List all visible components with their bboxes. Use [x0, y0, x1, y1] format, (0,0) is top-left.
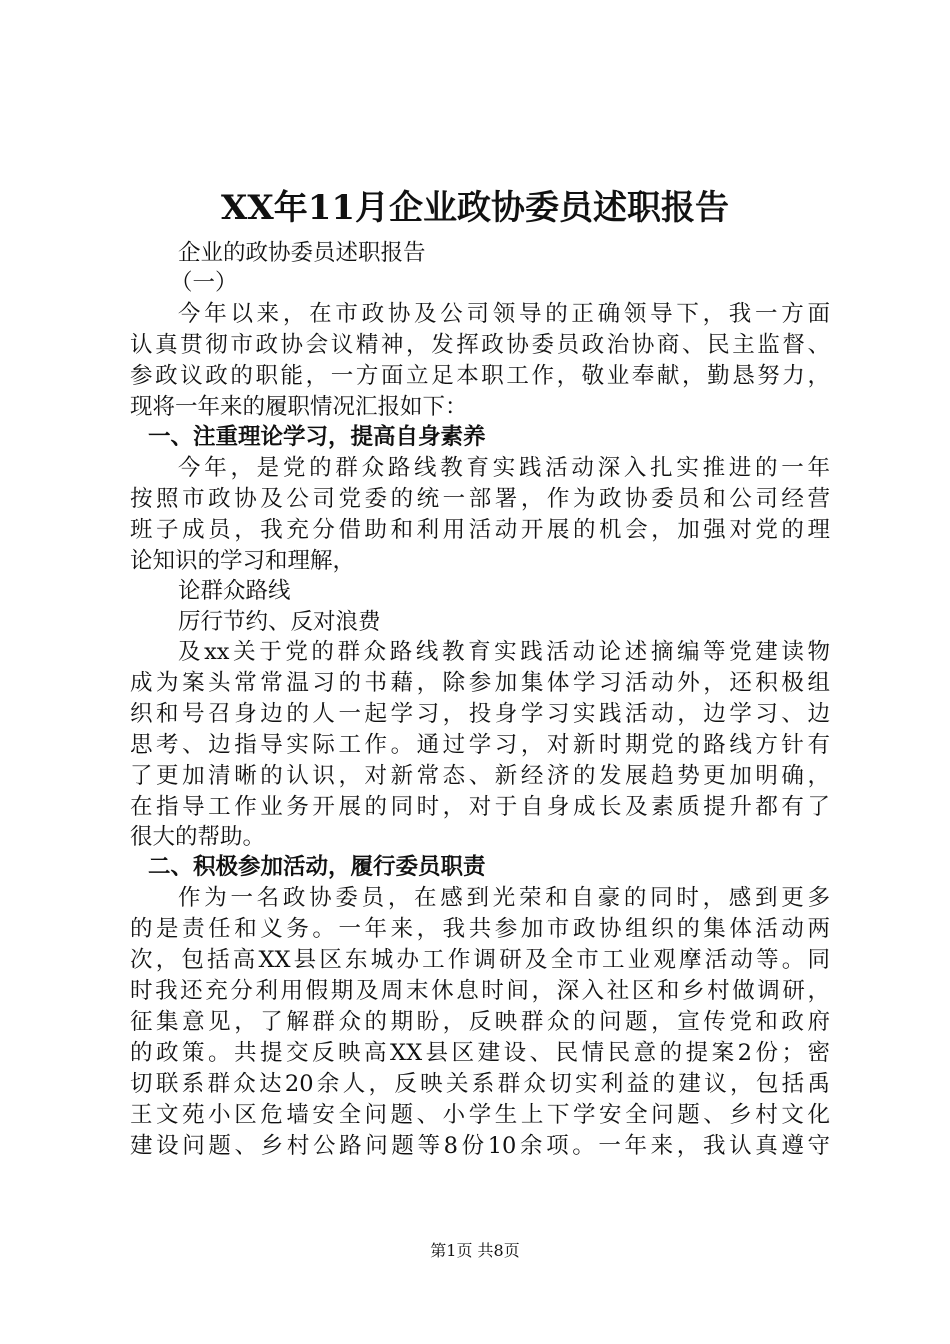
paragraph-line: 成为案头常常温习的书藉，除参加集体学习活动外，还积极组 [130, 670, 830, 696]
paragraph-line: 次，包括高XX县区东城办工作调研及全市工业观摩活动等。同 [130, 947, 830, 973]
paragraph-line: 参政议政的职能，一方面立足本职工作，敬业奉献，勤恳努力， [130, 363, 830, 389]
subtitle-line: 企业的政协委员述职报告 [178, 240, 426, 266]
paragraph-line: 班子成员，我充分借助和利用活动开展的机会，加强对党的理 [130, 517, 830, 543]
paragraph-line: 作为一名政协委员，在感到光荣和自豪的同时，感到更多 [178, 885, 830, 911]
paragraph-line: 厉行节约、反对浪费 [178, 609, 381, 635]
paragraph-line: 了更加清晰的认识，对新常态、新经济的发展趋势更加明确， [130, 763, 830, 789]
paragraph-line: 今年，是党的群众路线教育实践活动深入扎实推进的一年 [178, 455, 830, 481]
section-heading: 二、积极参加活动，履行委员职责 [148, 854, 486, 880]
paragraph-line: 王文苑小区危墙安全问题、小学生上下学安全问题、乡村文化 [130, 1102, 830, 1128]
paragraph-line: 按照市政协及公司党委的统一部署，作为政协委员和公司经营 [130, 486, 830, 512]
paragraph-line: 及xx关于党的群众路线教育实践活动论述摘编等党建读物 [178, 639, 830, 665]
paragraph-line: 时我还充分利用假期及周末休息时间，深入社区和乡村做调研， [130, 978, 830, 1004]
paragraph-line: 切联系群众达20余人，反映关系群众切实利益的建议，包括禹 [130, 1071, 830, 1097]
paragraph-line: 很大的帮助。 [130, 824, 266, 850]
paragraph-line: 的是责任和义务。一年来，我共参加市政协组织的集体活动两 [130, 916, 830, 942]
paragraph-line: 现将一年来的履职情况汇报如下： [130, 394, 468, 420]
paragraph-line: 论知识的学习和理解， [130, 548, 356, 574]
paragraph-line: 论群众路线 [178, 578, 291, 604]
section-marker: （一） [170, 270, 238, 296]
paragraph-line: 的政策。共提交反映高XX县区建设、民情民意的提案2份；密 [130, 1040, 830, 1066]
page-footer: 第1页 共8页 [430, 1241, 520, 1260]
paragraph-line: 今年以来，在市政协及公司领导的正确领导下，我一方面 [178, 301, 830, 327]
section-heading: 一、注重理论学习，提高自身素养 [148, 424, 486, 450]
paragraph-line: 认真贯彻市政协会议精神，发挥政协委员政治协商、民主监督、 [130, 332, 830, 358]
paragraph-line: 征集意见，了解群众的期盼，反映群众的问题，宣传党和政府 [130, 1009, 830, 1035]
document-title: XX年11月企业政协委员述职报告 [220, 188, 730, 228]
paragraph-line: 在指导工作业务开展的同时，对于自身成长及素质提升都有了 [130, 794, 830, 820]
paragraph-line: 思考、边指导实际工作。通过学习，对新时期党的路线方针有 [130, 732, 830, 758]
paragraph-line: 建设问题、乡村公路问题等8份10余项。一年来，我认真遵守 [130, 1133, 830, 1159]
paragraph-line: 织和号召身边的人一起学习，投身学习实践活动，边学习、边 [130, 701, 830, 727]
